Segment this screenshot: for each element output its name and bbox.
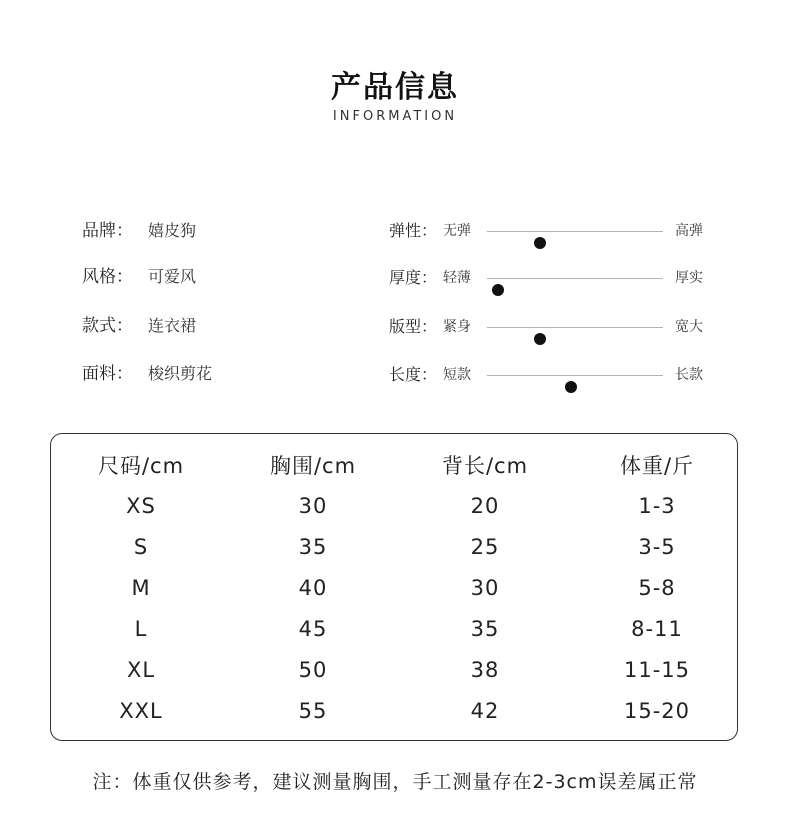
scale-key: 版型： — [389, 317, 438, 336]
scale-marker — [565, 381, 577, 393]
table-cell: 50 — [298, 658, 328, 682]
table-header-row — [51, 451, 737, 481]
table-cell: 35 — [470, 617, 500, 641]
table-row — [51, 532, 737, 562]
scale-track — [487, 327, 663, 328]
attribute-brand — [82, 219, 196, 243]
table-header-cell: 胸围/cm — [269, 454, 357, 478]
attribute-fabric — [82, 362, 212, 386]
table-cell: M — [131, 576, 151, 600]
table-cell: 15-20 — [623, 699, 691, 723]
table-cell: L — [134, 617, 148, 641]
table-cell: S — [133, 535, 149, 559]
scale-track — [487, 278, 663, 279]
table-row — [51, 696, 737, 726]
table-row — [51, 655, 737, 685]
attribute-value: 梭织剪花 — [148, 364, 213, 383]
attribute-key: 面料： — [82, 364, 133, 384]
scale-length — [389, 363, 719, 387]
table-cell: XXL — [119, 699, 163, 723]
attribute-value: 连衣裙 — [148, 316, 197, 335]
table-row — [51, 573, 737, 603]
scale-low-label: 轻薄 — [443, 270, 471, 286]
scale-high-label: 厚实 — [675, 270, 703, 286]
table-cell: 5-8 — [638, 576, 676, 600]
attribute-style — [82, 265, 196, 289]
scale-high-label: 长款 — [675, 367, 703, 383]
table-cell: 30 — [298, 494, 328, 518]
scale-high-label: 高弹 — [675, 223, 703, 239]
scale-marker — [534, 237, 546, 249]
scale-track — [487, 231, 663, 232]
table-row — [51, 614, 737, 644]
size-table — [50, 433, 738, 741]
scale-low-label: 短款 — [443, 367, 471, 383]
table-cell: 3-5 — [638, 535, 676, 559]
table-cell: 38 — [470, 658, 500, 682]
table-header-cell: 背长/cm — [441, 454, 529, 478]
table-header-cell: 体重/斤 — [619, 454, 695, 478]
scale-fit — [389, 315, 719, 339]
scale-elasticity — [389, 219, 719, 243]
attribute-value: 可爱风 — [148, 267, 197, 286]
scale-high-label: 宽大 — [675, 319, 703, 335]
table-row — [51, 491, 737, 521]
attribute-key: 风格： — [82, 267, 133, 287]
scale-track — [487, 375, 663, 376]
table-cell: 30 — [470, 576, 500, 600]
attribute-key: 品牌： — [82, 221, 133, 241]
scale-low-label: 紧身 — [443, 319, 471, 335]
scale-key: 厚度： — [389, 268, 438, 287]
attribute-value: 嬉皮狗 — [148, 221, 197, 240]
footnote: 注：体重仅供参考，建议测量胸围，手工测量存在2-3cm误差属正常 — [92, 771, 698, 793]
attribute-type — [82, 314, 196, 338]
scale-marker — [534, 333, 546, 345]
table-cell: 11-15 — [623, 658, 691, 682]
attribute-key: 款式： — [82, 316, 133, 336]
page-subtitle: INFORMATION — [332, 109, 458, 124]
table-cell: 8-11 — [631, 617, 683, 641]
table-cell: 25 — [470, 535, 500, 559]
table-header-cell: 尺码/cm — [97, 454, 185, 478]
page-title: 产品信息 — [331, 70, 459, 105]
table-cell: 40 — [298, 576, 328, 600]
table-cell: 35 — [298, 535, 328, 559]
table-cell: 20 — [470, 494, 500, 518]
scale-low-label: 无弹 — [443, 223, 471, 239]
scale-marker — [492, 284, 504, 296]
table-cell: 55 — [298, 699, 328, 723]
scale-thickness — [389, 266, 719, 290]
scale-key: 长度： — [389, 365, 438, 384]
table-cell: 42 — [470, 699, 500, 723]
table-cell: XL — [126, 658, 156, 682]
table-cell: 45 — [298, 617, 328, 641]
table-cell: 1-3 — [638, 494, 676, 518]
scale-key: 弹性： — [389, 221, 438, 240]
table-cell: XS — [126, 494, 156, 518]
